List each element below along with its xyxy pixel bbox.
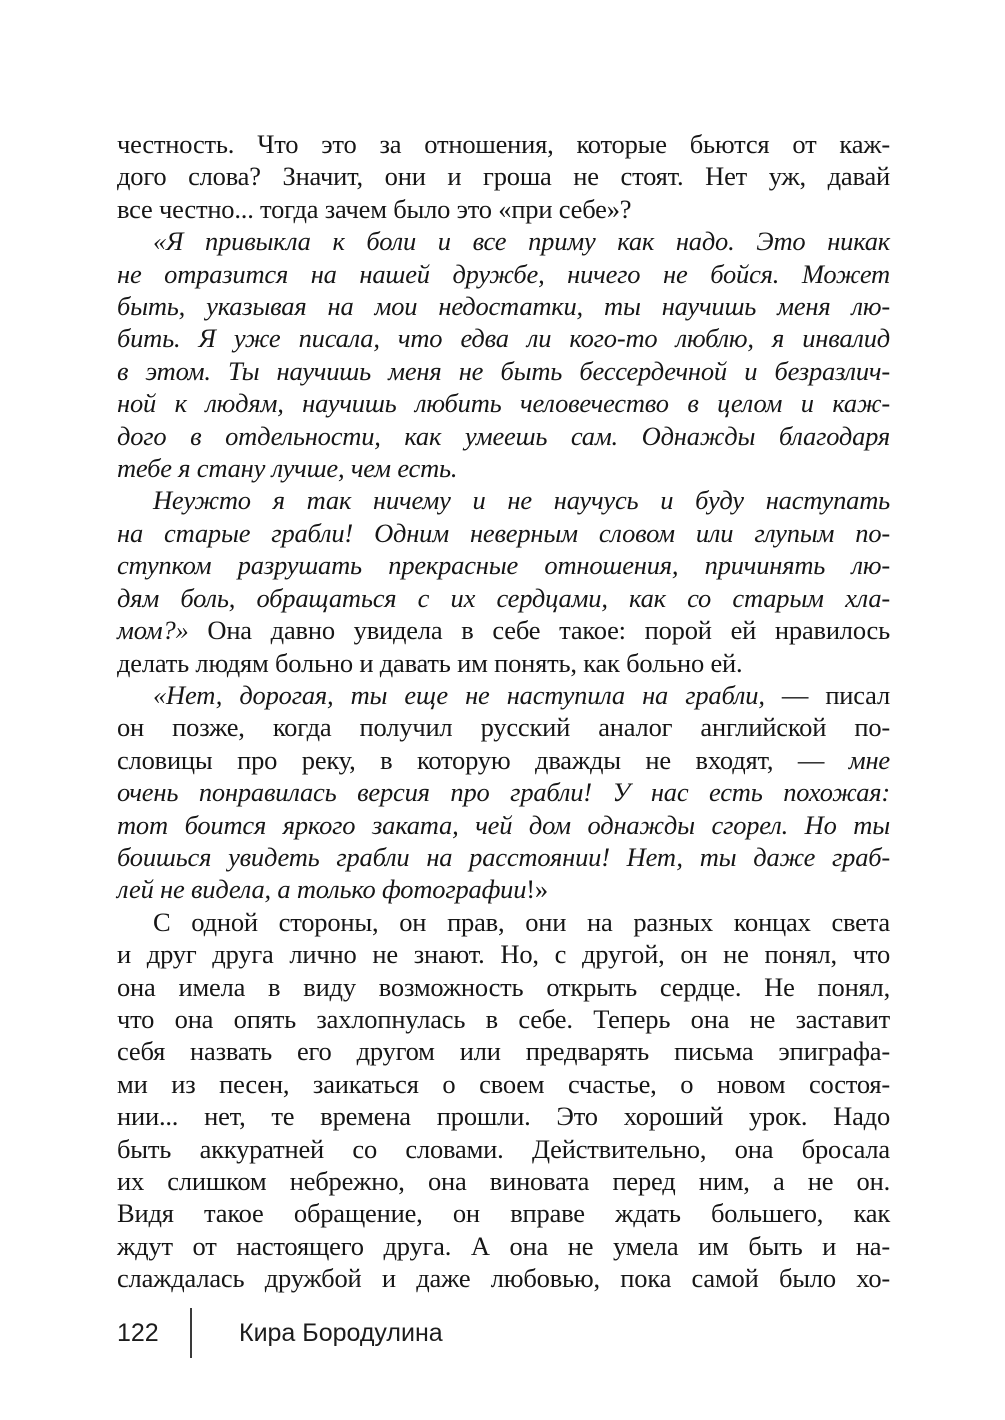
text-line xyxy=(117,938,890,970)
text-segment: их слишком небрежно, она виновата перед ним, а не он. xyxy=(117,1166,890,1196)
text-line xyxy=(117,971,890,1003)
text-line xyxy=(117,517,890,549)
text-line xyxy=(117,614,890,646)
footer-author: Кира Бородулина xyxy=(239,1318,443,1347)
text-segment: лей не видела, а только фотографии xyxy=(117,874,527,905)
paragraph xyxy=(117,484,890,678)
text-line xyxy=(117,873,890,905)
text-segment: ной к людям, научишь любить человечество в целом и каж- xyxy=(117,388,890,419)
text-segment: он позже, когда получил русский аналог английской по- xyxy=(117,712,890,743)
text-line xyxy=(117,420,890,452)
paragraph xyxy=(117,679,890,906)
text-segment: Видя такое обращение, он вправе ждать большего, как xyxy=(117,1198,890,1229)
text-line xyxy=(117,355,890,387)
text-segment: слаждалась дружбой и даже любовью, пока самой было хо- xyxy=(117,1263,890,1294)
text-line xyxy=(117,906,890,938)
text-segment: себя назвать его другом или предварять письма эпиграфа- xyxy=(117,1036,890,1067)
text-segment: Она давно увидела в себе такое: порой ей нравилось xyxy=(188,615,890,646)
text-line xyxy=(117,647,890,679)
text-segment: С одной стороны, он прав, они на разных концах света xyxy=(153,906,890,937)
text-line xyxy=(117,160,890,192)
text-segment: очень понравилась версия про грабли! У нас есть похожая: xyxy=(117,777,890,808)
text-segment: не отразится на нашей дружбе, ничего не бойся. Может xyxy=(117,258,890,289)
text-segment: бить. Я уже писала, что едва ли кого-то люблю, я инвалид xyxy=(117,323,890,354)
text-line xyxy=(117,841,890,873)
text-segment: !» xyxy=(526,874,548,905)
text-line xyxy=(117,290,890,322)
text-line xyxy=(117,809,890,841)
text-line xyxy=(117,1100,890,1132)
text-line xyxy=(117,387,890,419)
text-segment: ми из песен, заикаться о своем счастье, о новом состоя- xyxy=(117,1068,890,1099)
text-segment: быть, указывая на мои недостатки, ты научишь меня лю- xyxy=(117,291,890,322)
text-segment: боишься увидеть грабли на расстоянии! Нет, ты даже граб- xyxy=(117,841,890,872)
text-line xyxy=(117,776,890,808)
text-segment: Неужто я так ничему и не научусь и буду наступать xyxy=(153,485,890,516)
text-line xyxy=(117,128,890,160)
text-line xyxy=(117,582,890,614)
text-segment: делать людям больно и давать им понять, как больно ей. xyxy=(117,647,743,678)
text-segment: дого слова? Значит, они и гроша не стоят. Нет уж, давай xyxy=(117,161,890,192)
text-line xyxy=(117,258,890,290)
text-segment: дям боль, обращаться с их сердцами, как со старым хла- xyxy=(117,582,890,613)
text-segment: ступком разрушать прекрасные отношения, причинять лю- xyxy=(117,550,890,581)
text-line xyxy=(117,1068,890,1100)
paragraph xyxy=(117,225,890,484)
text-line xyxy=(117,1197,890,1229)
text-segment: словицы про реку, в которую дважды не входят, — xyxy=(117,744,849,775)
text-line xyxy=(117,549,890,581)
paragraph xyxy=(117,128,890,225)
text-segment: что она опять захлопнулась в себе. Теперь она не заставит xyxy=(117,1003,890,1034)
text-segment: дого в отдельности, как умеешь сам. Однажды благодаря xyxy=(117,420,890,451)
text-segment: — писал xyxy=(764,679,890,710)
text-line xyxy=(117,1230,890,1262)
text-segment: тебе я стану лучше, чем есть. xyxy=(117,453,458,484)
text-line xyxy=(117,225,890,257)
paragraph xyxy=(117,906,890,1295)
text-segment: быть аккуратней со словами. Действительно, она бросала xyxy=(117,1133,890,1164)
text-segment: все честно... тогда зачем было это «при себе»? xyxy=(117,193,632,224)
page-text xyxy=(117,128,890,1295)
text-line xyxy=(117,193,890,225)
footer-divider xyxy=(190,1308,192,1358)
text-line xyxy=(117,1003,890,1035)
text-line xyxy=(117,1262,890,1294)
text-line xyxy=(117,1133,890,1165)
text-segment: тот боится яркого заката, чей дом однажды сгорел. Но ты xyxy=(117,809,890,840)
text-segment: нии... нет, те времена прошли. Это хороший урок. Надо xyxy=(117,1101,890,1132)
text-segment: и друг друга лично не знают. Но, с другой, он не понял, что xyxy=(117,939,890,970)
page-footer xyxy=(117,1308,443,1358)
text-line xyxy=(117,744,890,776)
text-line xyxy=(117,711,890,743)
text-line xyxy=(117,1165,890,1197)
text-line xyxy=(117,679,890,711)
text-segment: честность. Что это за отношения, которые бьются от каж- xyxy=(117,129,890,159)
text-segment: «Нет, дорогая, ты еще не наступила на грабли, xyxy=(153,679,765,710)
text-segment: в этом. Ты научишь меня не быть бессердечной и безразлич- xyxy=(117,355,890,386)
text-line xyxy=(117,1035,890,1067)
text-segment: мом?» xyxy=(117,615,189,646)
text-segment: «Я привыкла к боли и все приму как надо. Это никак xyxy=(153,226,890,257)
text-segment: ждут от настоящего друга. А она не умела им быть и на- xyxy=(117,1230,890,1261)
text-line xyxy=(117,484,890,516)
text-segment: мне xyxy=(848,744,890,775)
text-segment: на старые грабли! Одним неверным словом или глупым по- xyxy=(117,517,890,548)
text-line xyxy=(117,452,890,484)
page-number: 122 xyxy=(117,1318,159,1347)
text-line xyxy=(117,322,890,354)
text-segment: она имела в виду возможность открыть сердце. Не понял, xyxy=(117,971,890,1002)
